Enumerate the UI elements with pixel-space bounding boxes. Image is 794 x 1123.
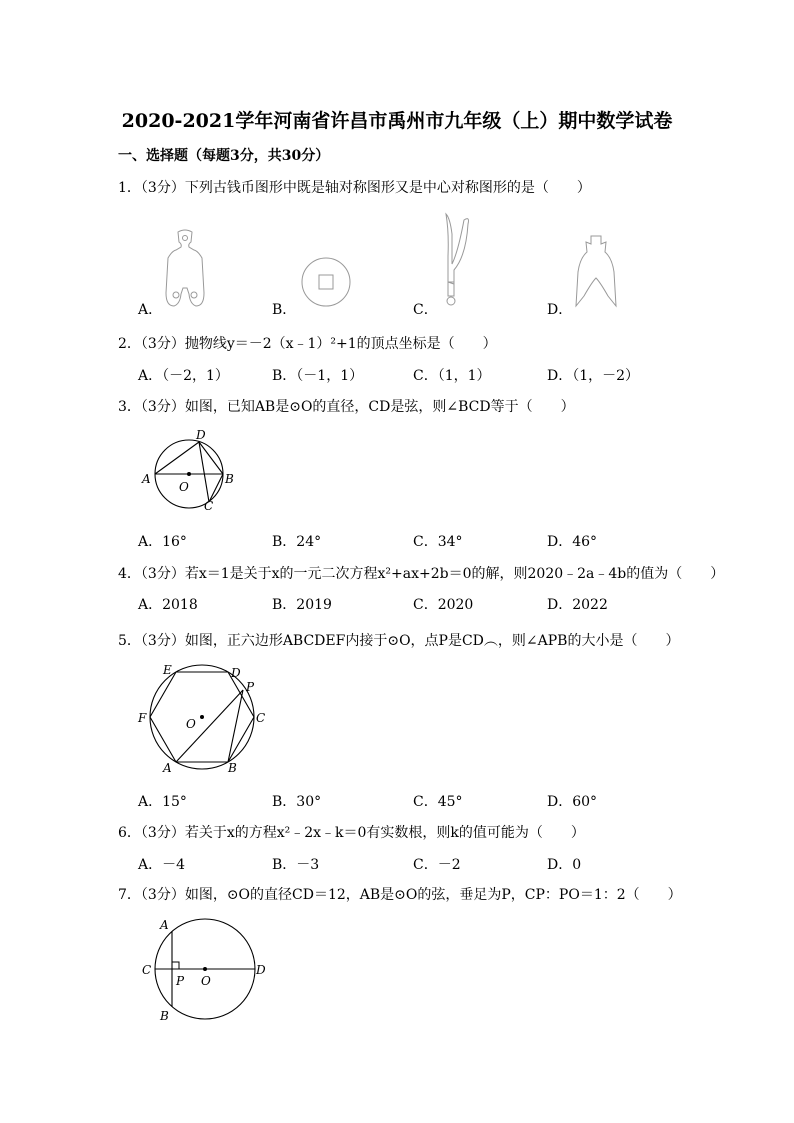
- q3-option-a: A．16°: [138, 534, 187, 550]
- q5-label-e: E: [163, 663, 172, 677]
- q7-label-d: D: [256, 963, 266, 977]
- q3-circle-figure: [136, 424, 236, 516]
- q7-circle-figure: [138, 914, 274, 1024]
- q2-option-c: C．（1，1）: [413, 368, 491, 384]
- q5-label-a: A: [163, 761, 172, 775]
- q3-option-d: D．46°: [547, 534, 598, 550]
- section-heading: 一、选择题（每题3分，共30分）: [118, 148, 330, 164]
- q3-label-b: B: [225, 472, 234, 486]
- q3-label-d: D: [196, 428, 206, 442]
- question-7-stem: 7．（3分）如图，⊙O的直径CD＝12，AB是⊙O的弦，垂足为P，CP：PO＝1：2（ ）: [118, 887, 682, 903]
- q5-label-c: C: [256, 711, 266, 725]
- question-4-stem: 4．（3分）若x＝1是关于x的一元二次方程x²+ax+2b＝0的解，则2020﹣2a﹣4b的值为（ ）: [118, 566, 725, 582]
- question-1-stem: 1．（3分）下列古钱币图形中既是轴对称图形又是中心对称图形的是（ ）: [118, 180, 591, 196]
- q1-option-c: C．: [413, 302, 438, 318]
- q5-label-f: F: [138, 711, 147, 725]
- q5-option-d: D．60°: [547, 794, 598, 810]
- q5-label-o: O: [186, 717, 196, 731]
- q7-label-o: O: [201, 974, 211, 988]
- q5-label-p: P: [246, 680, 255, 694]
- spade-coin-2-icon: [572, 234, 620, 310]
- q4-option-a: A．2018: [138, 597, 198, 613]
- q4-option-d: D．2022: [547, 597, 608, 613]
- q2-option-a: A．（－2，1）: [138, 368, 229, 384]
- q5-option-b: B．30°: [272, 794, 322, 810]
- q3-label-c: C: [204, 499, 214, 513]
- round-coin-icon: [300, 256, 352, 308]
- q4-option-c: C．2020: [413, 597, 474, 613]
- q7-label-p: P: [176, 974, 185, 988]
- q3-label-a: A: [142, 472, 151, 486]
- q5-hexagon-figure: [136, 662, 276, 778]
- q1-option-b: B．: [272, 302, 297, 318]
- q7-label-c: C: [142, 963, 152, 977]
- question-5-stem: 5．（3分）如图，正六边形ABCDEF内接于⊙O，点P是CD︵，则∠APB的大小是（ ）: [118, 633, 680, 649]
- q6-option-d: D．0: [547, 857, 582, 873]
- q3-label-o: O: [179, 480, 189, 494]
- q4-option-b: B．2019: [272, 597, 332, 613]
- q1-option-d: D．: [547, 302, 573, 318]
- q7-label-a: A: [160, 918, 169, 932]
- q5-label-b: B: [228, 761, 237, 775]
- question-3-stem: 3．（3分）如图，已知AB是⊙O的直径，CD是弦，则∠BCD等于（ ）: [118, 399, 575, 415]
- q6-option-c: C．－2: [413, 857, 461, 873]
- q5-label-d: D: [231, 666, 241, 680]
- q2-option-d: D．（1，－2）: [547, 368, 640, 384]
- knife-coin-icon: [436, 212, 474, 308]
- q5-option-a: A．15°: [138, 794, 187, 810]
- question-2-stem: 2．（3分）抛物线y＝－2（x﹣1）²+1的顶点坐标是（ ）: [118, 336, 497, 352]
- page-title: 2020-2021学年河南省许昌市禹州市九年级（上）期中数学试卷: [121, 110, 673, 132]
- q3-option-b: B．24°: [272, 534, 322, 550]
- spade-coin-icon: [160, 228, 210, 310]
- question-6-stem: 6．（3分）若关于x的方程x²﹣2x﹣k＝0有实数根，则k的值可能为（ ）: [118, 825, 585, 841]
- q6-option-a: A．－4: [138, 857, 186, 873]
- q5-option-c: C．45°: [413, 794, 463, 810]
- q6-option-b: B．－3: [272, 857, 320, 873]
- q3-option-c: C．34°: [413, 534, 463, 550]
- q7-label-b: B: [160, 1009, 169, 1023]
- q1-option-a: A．: [138, 302, 163, 318]
- q2-option-b: B．（－1，1）: [272, 368, 364, 384]
